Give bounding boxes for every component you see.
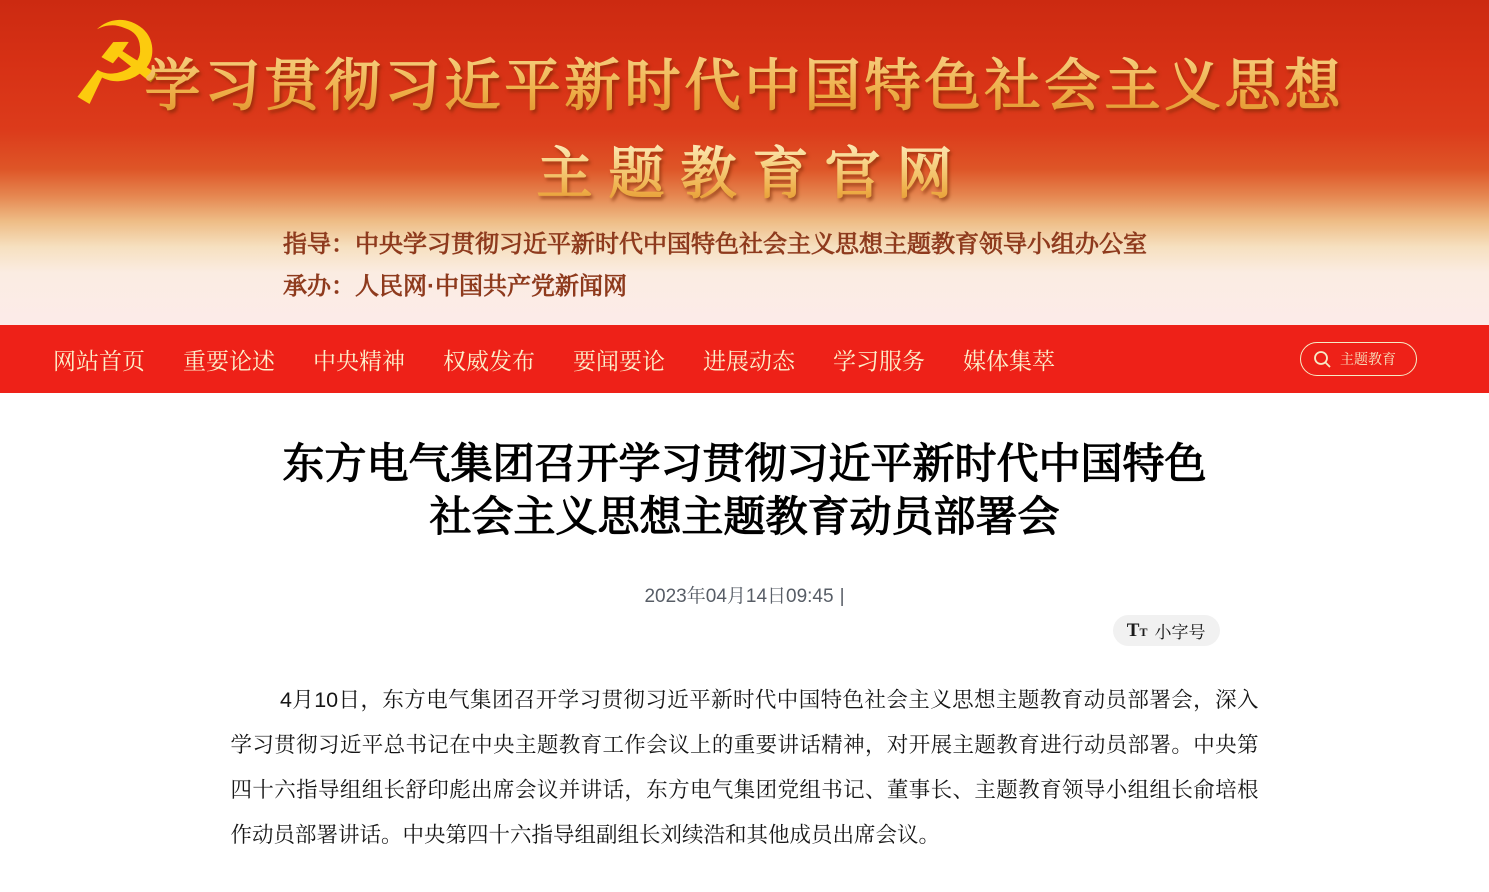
site-title-line1: 学习贯彻习近平新时代中国特色社会主义思想 [0,0,1489,122]
font-size-button[interactable] [1113,615,1220,646]
nav-item-media-collection[interactable]: 媒体集萃 [963,347,1055,374]
article-date: 2023年04月14日09:45 [644,586,834,607]
nav-item-important-discourse[interactable]: 重要论述 [183,347,275,374]
guidance-line: 指导：中央学习贯彻习近平新时代中国特色社会主义思想主题教育领导小组办公室 [283,231,1147,258]
search-box[interactable] [1300,342,1417,376]
search-icon [1313,350,1332,369]
article-title-line2: 社会主义思想主题教育动员部署会 [429,493,1060,540]
article-date-row [231,581,1259,608]
search-label: 主题教育 [1340,351,1396,367]
site-banner [0,0,1489,325]
nav-item-key-news[interactable]: 要闻要论 [573,347,665,374]
date-separator: | [839,586,845,607]
nav-item-authoritative-release[interactable]: 权威发布 [443,347,535,374]
font-size-icon: TT [1126,619,1148,641]
nav-item-progress-updates[interactable]: 进展动态 [703,347,795,374]
organizer-line: 承办：人民网·中国共产党新闻网 [283,273,627,300]
nav-item-learning-services[interactable]: 学习服务 [833,347,925,374]
nav-item-site-home[interactable]: 网站首页 [53,347,145,374]
article-toolbar [231,615,1259,646]
article-body: 4月10日，东方电气集团召开学习贯彻习近平新时代中国特色社会主义思想主题教育动员部署会，深入学习贯彻习近平总书记在中央主题教育工作会议上的重要讲话精神，对开展主题教育进行动员部署。中央第四十六指导组组长舒印彪出席会议并讲话，东方电气集团党组书记、董事长、主题教育领导小组组长俞培根作动员部署讲话。中央第四十六指导组副组长刘续浩和其他成员出席会议。 [230,688,1259,847]
article [231,393,1259,858]
nav-item-central-spirit[interactable]: 中央精神 [313,347,405,374]
font-size-label: 小字号 [1154,623,1206,642]
banner-info [0,224,1489,308]
main-nav [0,325,1489,393]
article-title [231,393,1259,543]
article-title-line1: 东方电气集团召开学习贯彻习近平新时代中国特色 [282,440,1207,487]
site-title-line2: 主题教育官网 [0,130,1489,210]
